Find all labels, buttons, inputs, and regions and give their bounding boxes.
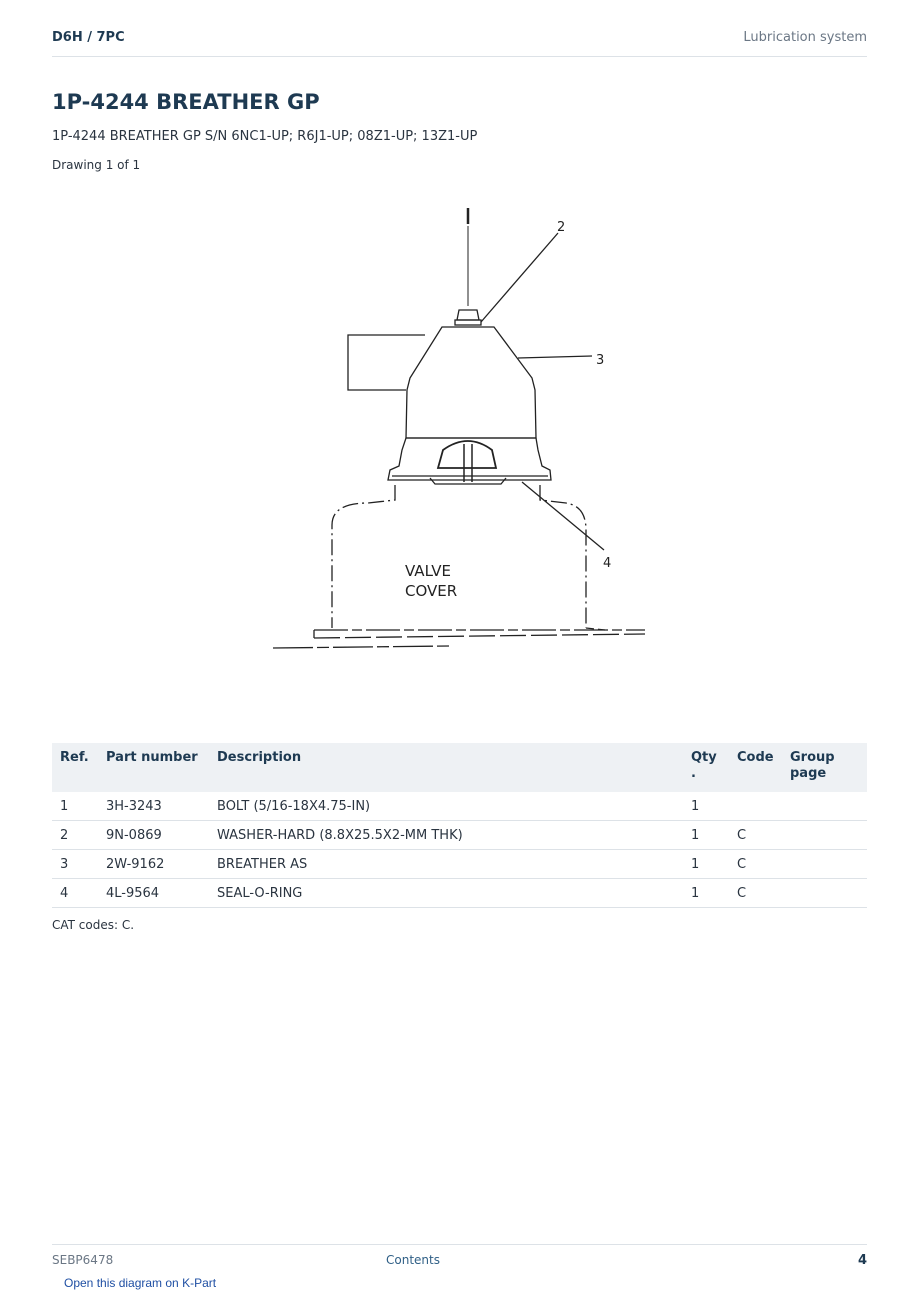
callout-2: 2 — [557, 220, 566, 235]
col-group-page: Group page — [782, 743, 867, 792]
table-header-row — [52, 743, 867, 792]
open-kpart-link[interactable]: Open this diagram on K-Part — [64, 1276, 217, 1290]
parts-table — [52, 743, 867, 908]
leader-2 — [481, 233, 558, 322]
page-footer — [52, 1244, 867, 1275]
leader-4 — [522, 482, 604, 550]
top-nut — [457, 310, 479, 320]
callout-4: 4 — [603, 556, 612, 571]
cell-qty: 1 — [683, 821, 729, 850]
table-row — [52, 850, 867, 879]
table-row — [52, 821, 867, 850]
contents-link[interactable]: Contents — [386, 1253, 440, 1267]
page-title: 1P-4244 BREATHER GP — [52, 90, 320, 114]
cell-group-page — [782, 792, 867, 821]
side-port — [348, 335, 425, 390]
cell-part-number: 4L-9564 — [98, 879, 209, 908]
cell-qty: 1 — [683, 850, 729, 879]
valve-label: VALVE — [405, 562, 452, 580]
breather-body — [406, 327, 536, 438]
serial-range: 1P-4244 BREATHER GP S/N 6NC1-UP; R6J1-UP; 08Z1-UP; 13Z1-UP — [52, 129, 478, 144]
document-id: SEBP6478 — [52, 1253, 114, 1267]
cell-qty: 1 — [683, 792, 729, 821]
cell-part-number: 9N-0869 — [98, 821, 209, 850]
table-row — [52, 792, 867, 821]
cell-ref: 3 — [52, 850, 98, 879]
page-header — [52, 28, 867, 57]
page-number: 4 — [857, 1253, 867, 1268]
machine-model: D6H / 7PC — [52, 30, 125, 45]
base-ring — [388, 438, 551, 480]
cell-description: SEAL-O-RING — [209, 879, 683, 908]
cell-group-page — [782, 879, 867, 908]
col-part-number: Part number — [98, 743, 209, 792]
cell-part-number: 2W-9162 — [98, 850, 209, 879]
cell-group-page — [782, 850, 867, 879]
cell-code — [729, 792, 782, 821]
cat-codes-note: CAT codes: C. — [52, 918, 135, 932]
col-description: Description — [209, 743, 683, 792]
cell-description: WASHER-HARD (8.8X25.5X2-MM THK) — [209, 821, 683, 850]
col-ref: Ref. — [52, 743, 98, 792]
parts-diagram — [260, 200, 660, 700]
table-row — [52, 879, 867, 908]
cell-part-number: 3H-3243 — [98, 792, 209, 821]
cell-code: C — [729, 850, 782, 879]
cell-code: C — [729, 821, 782, 850]
leader-3 — [518, 356, 592, 358]
cell-description: BREATHER AS — [209, 850, 683, 879]
cover-label: COVER — [405, 582, 458, 600]
cell-group-page — [782, 821, 867, 850]
cell-ref: 2 — [52, 821, 98, 850]
cell-code: C — [729, 879, 782, 908]
drawing-count: Drawing 1 of 1 — [52, 158, 141, 172]
callout-3: 3 — [596, 353, 605, 368]
cell-ref: 1 — [52, 792, 98, 821]
col-code: Code — [729, 743, 782, 792]
cell-description: BOLT (5/16-18X4.75-IN) — [209, 792, 683, 821]
cell-qty: 1 — [683, 879, 729, 908]
col-qty: Qty . — [683, 743, 729, 792]
cell-ref: 4 — [52, 879, 98, 908]
valve-cover — [332, 485, 395, 628]
section-name: Lubrication system — [743, 30, 867, 45]
